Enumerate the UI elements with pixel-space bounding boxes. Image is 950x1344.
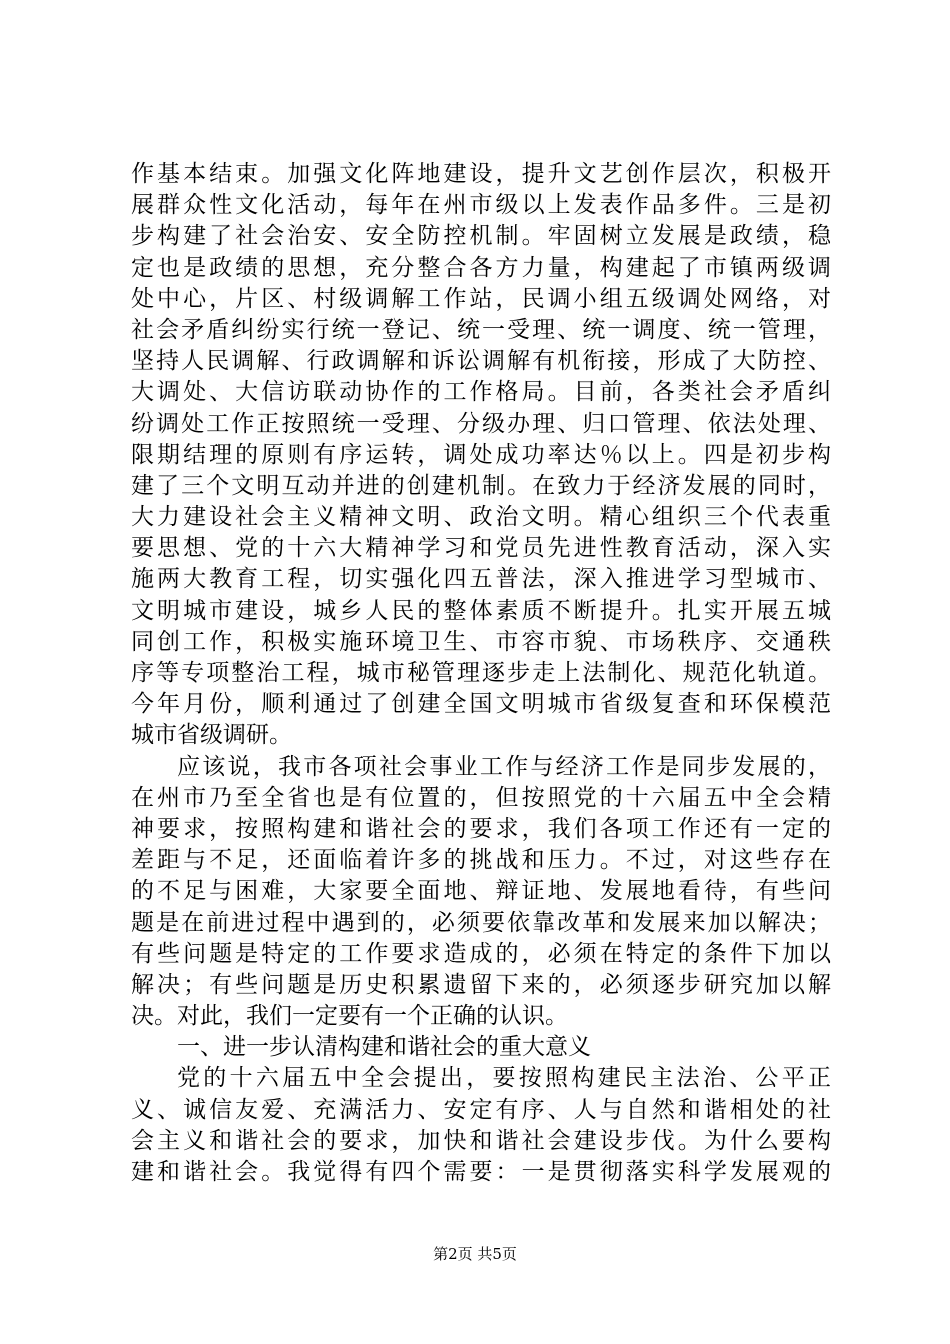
- text-line: 纷调处工作正按照统一受理、分级办理、归口管理、依法处理、: [131, 410, 831, 437]
- text-line: 题是在前进过程中遇到的，必须要依靠改革和发展来加以解决；: [131, 909, 831, 936]
- section-heading: 一、进一步认清构建和谐社会的重大意义: [177, 1034, 591, 1061]
- text-line: 施两大教育工程，切实强化四五普法，深入推进学习型城市、: [131, 566, 831, 593]
- text-line: 解决；有些问题是历史积累遗留下来的，必须逐步研究加以解: [131, 971, 831, 998]
- text-line: 大力建设社会主义精神文明、政治文明。精心组织三个代表重: [131, 504, 831, 531]
- text-line: 今年月份，顺利通过了创建全国文明城市省级复查和环保模范: [131, 691, 831, 718]
- text-line: 在州市乃至全省也是有位置的，但按照党的十六届五中全会精: [131, 784, 831, 811]
- text-line: 有些问题是特定的工作要求造成的，必须在特定的条件下加以: [131, 940, 831, 967]
- text-line: 同创工作，积极实施环境卫生、市容市貌、市场秩序、交通秩: [131, 628, 831, 655]
- text-line: 的不足与困难，大家要全面地、辩证地、发展地看待，有些问: [131, 878, 831, 905]
- text-line: 步构建了社会治安、安全防控机制。牢固树立发展是政绩，稳: [131, 223, 831, 250]
- page-footer: 第2页 共5页: [433, 1245, 517, 1263]
- text-line: 社会矛盾纠纷实行统一登记、统一受理、统一调度、统一管理，: [131, 316, 831, 343]
- text-line: 序等专项整治工程，城市秘管理逐步走上法制化、规范化轨道。: [131, 660, 831, 686]
- text-line: 大调处、大信访联动协作的工作格局。目前，各类社会矛盾纠: [131, 379, 831, 406]
- text-line: 义、诚信友爱、充满活力、安定有序、人与自然和谐相处的社: [131, 1096, 831, 1123]
- text-line: 神要求，按照构建和谐社会的要求，我们各项工作还有一定的: [131, 815, 831, 842]
- text-line: 作基本结束。加强文化阵地建设，提升文艺创作层次，积极开: [131, 161, 831, 187]
- text-line: 党的十六届五中全会提出，要按照构建民主法治、公平正: [177, 1065, 831, 1092]
- text-line: 要思想、党的十六大精神学习和党员先进性教育活动，深入实: [131, 535, 831, 562]
- text-line: 差距与不足，还面临着许多的挑战和压力。不过，对这些存在: [131, 847, 831, 874]
- text-line: 建了三个文明互动并进的创建机制。在致力于经济发展的同时，: [131, 472, 831, 499]
- text-line: 限期结理的原则有序运转，调处成功率达％以上。四是初步构: [131, 441, 831, 468]
- text-line: 定也是政绩的思想，充分整合各方力量，构建起了市镇两级调: [131, 254, 831, 281]
- text-line: 建和谐社会。我觉得有四个需要：一是贯彻落实科学发展观的: [131, 1159, 831, 1185]
- body-text: [131, 159, 831, 1188]
- text-line: 决。对此，我们一定要有一个正确的认识。: [131, 1003, 568, 1030]
- text-line: 展群众性文化活动，每年在州市级以上发表作品多件。三是初: [131, 192, 831, 219]
- text-line: 会主义和谐社会的要求，加快和谐社会建设步伐。为什么要构: [131, 1127, 831, 1154]
- text-line: 应该说，我市各项社会事业工作与经济工作是同步发展的，: [177, 753, 831, 780]
- text-line: 城市省级调研。: [131, 722, 292, 749]
- text-line: 坚持人民调解、行政调解和诉讼调解有机衔接，形成了大防控、: [131, 348, 831, 375]
- text-line: 处中心，片区、村级调解工作站，民调小组五级调处网络，对: [131, 285, 831, 312]
- text-line: 文明城市建设，城乡人民的整体素质不断提升。扎实开展五城: [131, 597, 831, 624]
